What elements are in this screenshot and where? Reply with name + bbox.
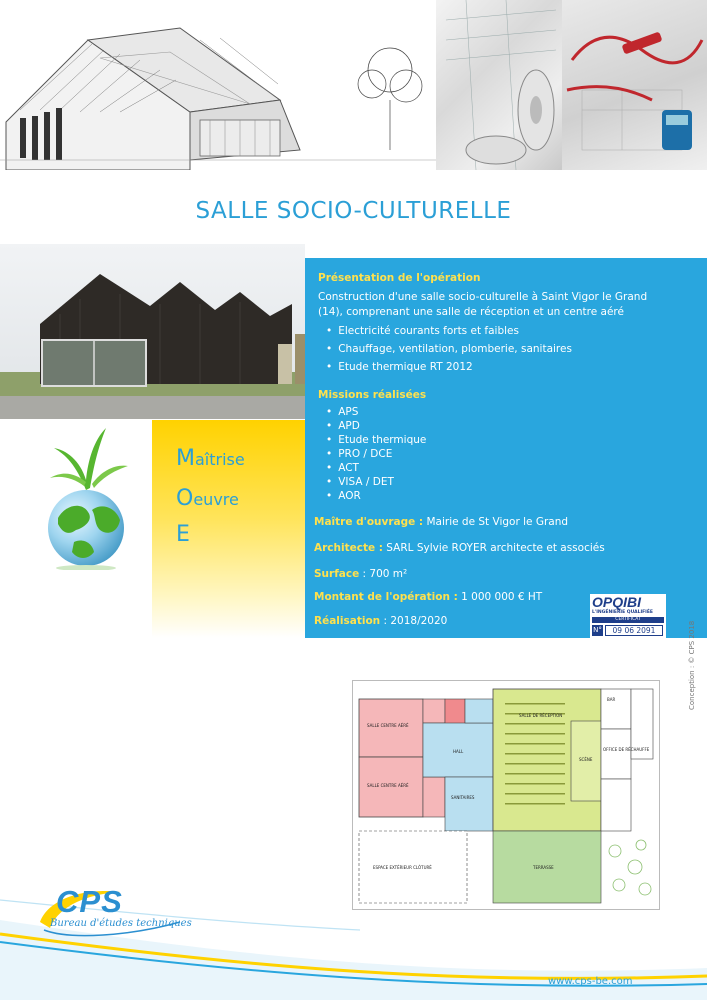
missions-heading: Missions réalisées bbox=[318, 389, 427, 401]
opqibi-brand: OPQIBI bbox=[592, 594, 642, 610]
blueprint-rolls-image bbox=[436, 0, 562, 170]
architecte bbox=[314, 541, 605, 556]
mission-item: • ACT bbox=[326, 462, 359, 474]
maitre-ouvrage bbox=[314, 515, 568, 530]
montant-label: Montant de l'opération : bbox=[314, 591, 458, 603]
opqibi-num-value: 09 06 2091 bbox=[605, 625, 663, 636]
plan-label-salle2: SALLE CENTRE AÉRÉ bbox=[367, 783, 409, 788]
footer-website-link[interactable]: www.cps-be.com bbox=[548, 976, 633, 987]
plan-label-bar: BAR bbox=[607, 697, 616, 702]
surface-label: Surface bbox=[314, 568, 360, 580]
moe-line-maitrise: Maîtrise bbox=[176, 446, 245, 471]
opqibi-tagline: L'INGÉNIERIE QUALIFIÉE bbox=[592, 610, 654, 615]
presentation-item: • Etude thermique RT 2012 bbox=[326, 361, 473, 373]
architecte-label: Architecte : bbox=[314, 542, 383, 554]
plan-label-espace: ESPACE EXTÉRIEUR CLÔTURÉ bbox=[373, 865, 432, 870]
plan-label-salle1: SALLE CENTRE AÉRÉ bbox=[367, 723, 409, 728]
opqibi-num-label: N° bbox=[593, 626, 602, 634]
cps-logo-subtitle: Bureau d'études techniques bbox=[50, 918, 192, 929]
green-globe-icon bbox=[36, 420, 136, 570]
presentation-text: Construction d'une salle socio-culturelle à Saint Vigor le Grand (14), comprenant une salle de réception et un centre aéré bbox=[318, 291, 648, 318]
moe-line-oeuvre: Oeuvre bbox=[176, 486, 239, 511]
realisation-value: : 2018/2020 bbox=[380, 615, 448, 627]
montant bbox=[314, 590, 542, 605]
realisation-label: Réalisation bbox=[314, 615, 381, 627]
opqibi-cert-label: CERTIFICAT bbox=[592, 617, 664, 623]
surface bbox=[314, 567, 407, 582]
plan-label-office: OFFICE DE RÉCHAUFFE bbox=[603, 747, 650, 752]
presentation-heading: Présentation de l'opération bbox=[318, 272, 481, 284]
opqibi-certification-badge bbox=[590, 594, 666, 638]
presentation-item: • Chauffage, ventilation, plomberie, sanitaires bbox=[326, 343, 572, 355]
plan-label-terrasse: TERRASSE bbox=[533, 865, 554, 870]
architecte-value: SARL Sylvie ROYER architecte et associés bbox=[382, 542, 605, 554]
presentation-item: • Electricité courants forts et faibles bbox=[326, 325, 519, 337]
mission-item: • VISA / DET bbox=[326, 476, 394, 488]
mission-item: • AOR bbox=[326, 490, 361, 502]
surface-value: : 700 m² bbox=[359, 568, 408, 580]
plan-label-sanitaires: SANITAIRES bbox=[451, 795, 475, 800]
moe-line-e: E bbox=[176, 522, 190, 547]
building-sketch-image bbox=[0, 0, 436, 170]
maitre-ouvrage-label: Maître d'ouvrage : bbox=[314, 516, 424, 528]
plan-label-hall: HALL bbox=[453, 749, 464, 754]
conception-credit: Conception : © CPS 2018 bbox=[688, 620, 696, 710]
mission-item: • APD bbox=[326, 420, 360, 432]
plan-label-scene: SCÈNE bbox=[579, 757, 593, 762]
multimeter-image bbox=[562, 0, 707, 170]
realisation bbox=[314, 614, 447, 629]
mission-item: • APS bbox=[326, 406, 358, 418]
page-title: SALLE SOCIO-CULTURELLE bbox=[195, 198, 512, 224]
mission-item: • Etude thermique bbox=[326, 434, 426, 446]
plan-label-reception: SALLE DE RÉCEPTION bbox=[519, 713, 563, 718]
mission-item: • PRO / DCE bbox=[326, 448, 392, 460]
building-photo bbox=[0, 244, 305, 419]
montant-value: 1 000 000 € HT bbox=[457, 591, 543, 603]
maitre-ouvrage-value: Mairie de St Vigor le Grand bbox=[423, 516, 569, 528]
cps-logo-text: CPS bbox=[56, 884, 123, 919]
